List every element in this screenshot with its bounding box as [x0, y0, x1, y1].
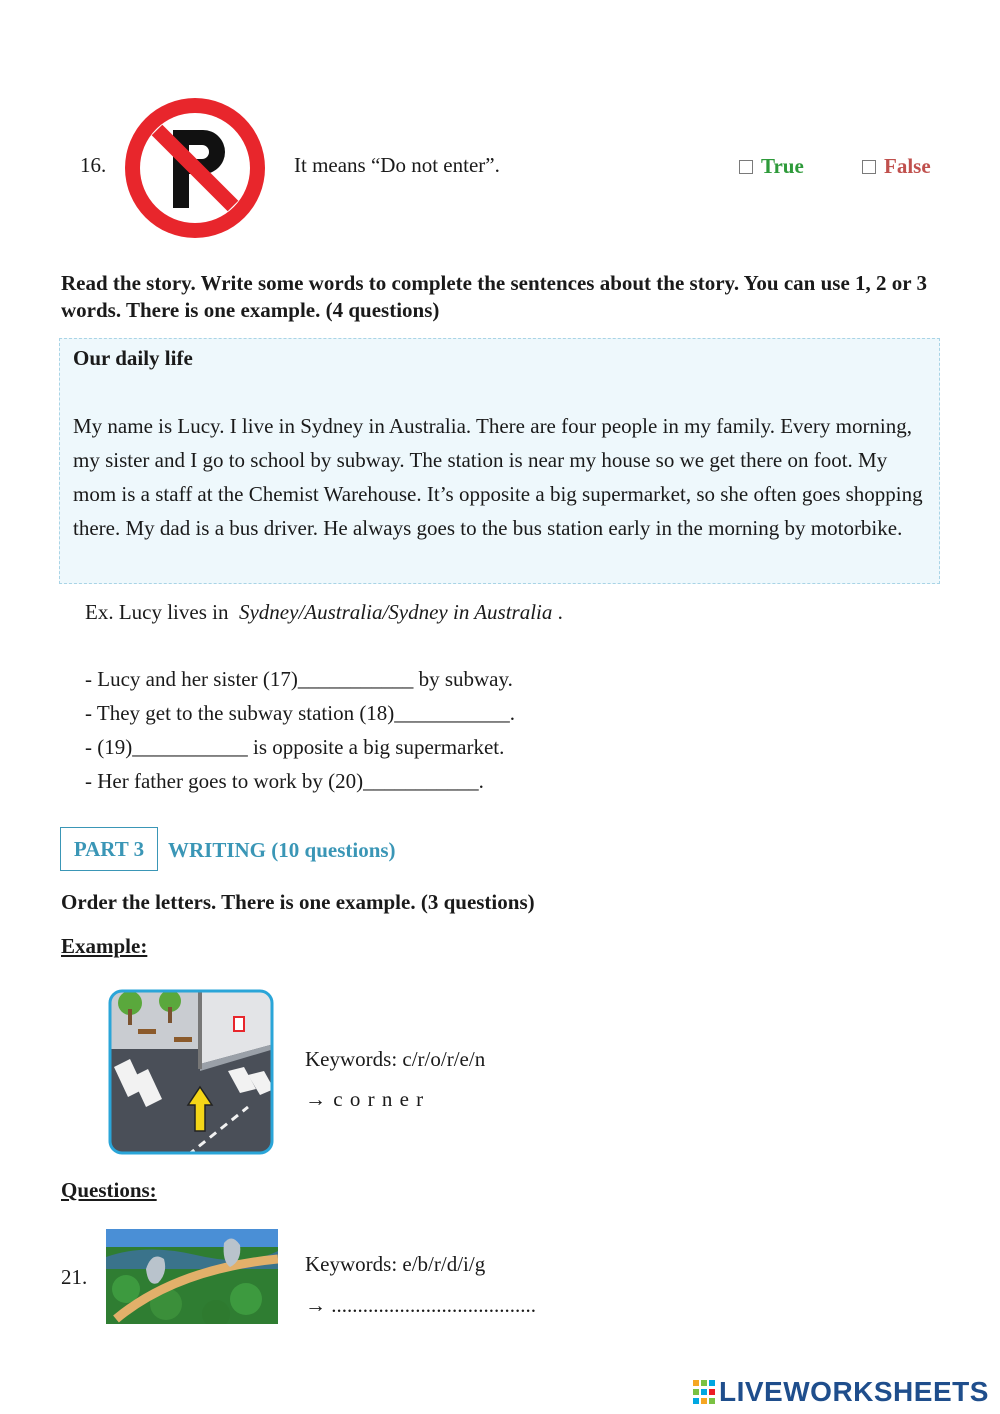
true-option[interactable]: [739, 154, 804, 179]
question-17[interactable]: - Lucy and her sister (17)___________ by subway.: [85, 667, 513, 691]
q16-statement: It means “Do not enter”.: [294, 153, 500, 177]
question-19[interactable]: - (19)___________ is opposite a big supermarket.: [85, 735, 505, 759]
golden-bridge-icon: [106, 1229, 278, 1324]
questions-heading: Questions:: [61, 1178, 157, 1202]
true-checkbox[interactable]: [739, 160, 753, 174]
question-18[interactable]: - They get to the subway station (18)___________.: [85, 701, 516, 725]
true-label: True: [761, 154, 804, 178]
example-answer: Sydney/Australia/Sydney in Australia: [238, 600, 553, 624]
example-keywords: Keywords: c/r/o/r/e/n: [305, 1047, 486, 1071]
question-20[interactable]: - Her father goes to work by (20)___________.: [85, 769, 484, 793]
street-corner-icon: [108, 989, 274, 1155]
q21-number: 21.: [61, 1265, 88, 1289]
example-answer-word: → c o r n e r: [305, 1087, 425, 1111]
false-label: False: [884, 154, 931, 178]
story-title: Our daily life: [73, 346, 193, 370]
liveworksheets-logo-icon: [693, 1380, 715, 1404]
example-prefix: Ex. Lucy lives in: [85, 600, 229, 624]
ordering-instructions: Order the letters. There is one example. (3 questions): [61, 890, 535, 914]
example-heading: Example:: [61, 934, 148, 958]
reading-example: [85, 600, 563, 625]
liveworksheets-logo: [693, 1376, 989, 1408]
false-checkbox[interactable]: [862, 160, 876, 174]
part3-title: WRITING (10 questions): [168, 838, 396, 862]
reading-instructions: Read the story. Write some words to complete the sentences about the story. You can use 1, 2 or 3 words. There is one example. (4 questions): [61, 271, 927, 322]
story-text: My name is Lucy. I live in Sydney in Australia. There are four people in my family. Every morning, my sister and I go to school by subway. The station is near my house so we get there on foot. My mom is a staff at the Chemist Warehouse. It’s opposite a big supermarket, so she often goes shopping there. My dad is a bus driver. He always goes to the bus station early in the morning by motorbike.: [73, 414, 923, 540]
false-option[interactable]: [862, 154, 931, 179]
q21-answer-field[interactable]: → .......................................: [305, 1293, 536, 1317]
no-parking-sign-icon: [121, 94, 269, 242]
q21-keywords: Keywords: e/b/r/d/i/g: [305, 1252, 486, 1276]
example-suffix: .: [557, 600, 563, 624]
part3-label: PART 3: [60, 827, 158, 871]
q16-number: 16.: [80, 153, 107, 177]
logo-text: LIVEWORKSHEETS: [719, 1376, 989, 1407]
